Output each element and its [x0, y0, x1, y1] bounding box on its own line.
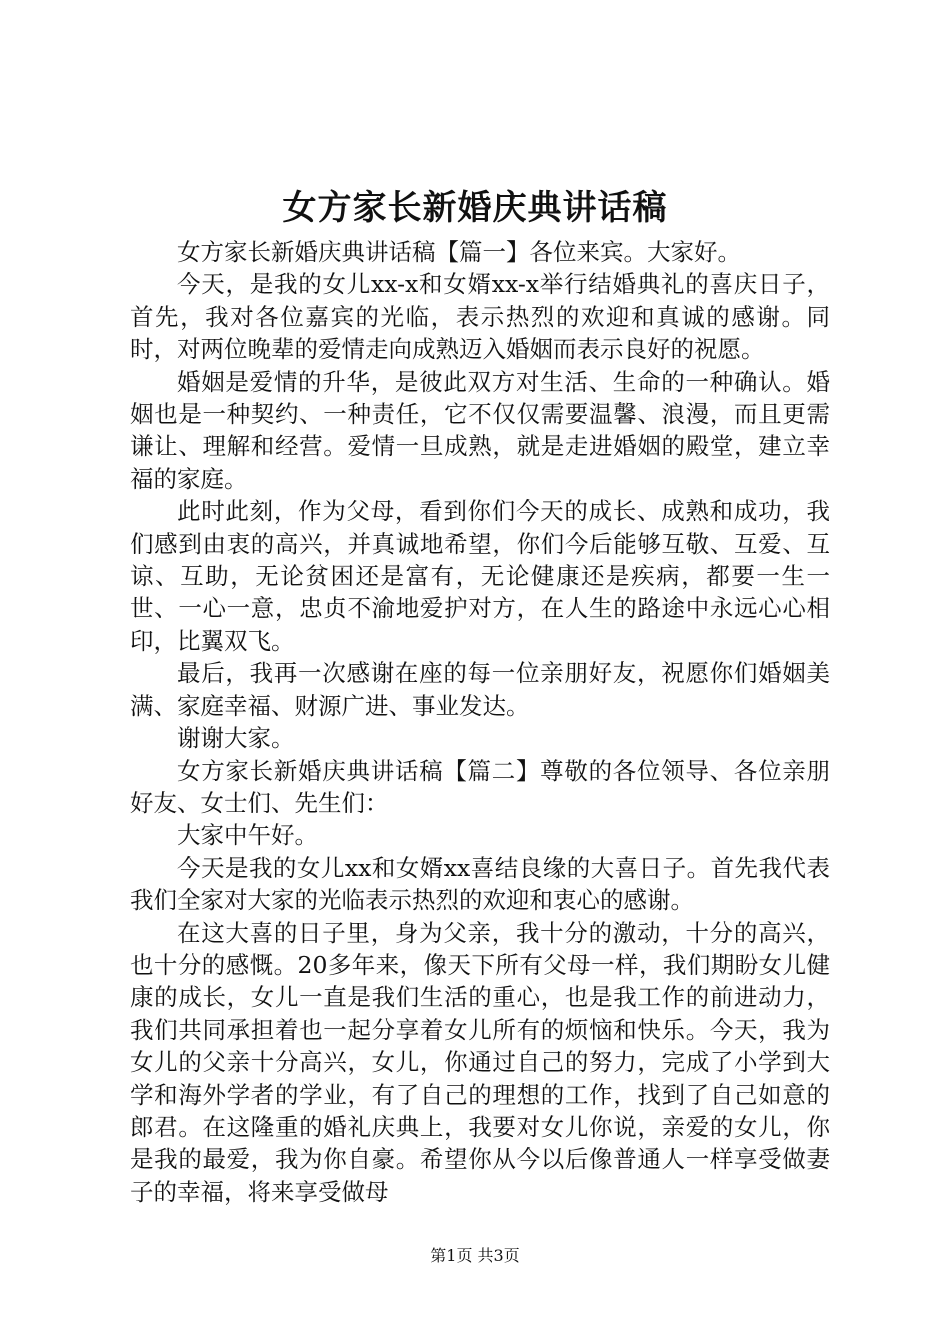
paragraph: 大家中午好。	[177, 821, 318, 850]
paragraph: 女方家长新婚庆典讲话稿【篇一】各位来宾。大家好。	[177, 238, 741, 266]
document-title: 女方家长新婚庆典讲话稿	[282, 188, 668, 228]
paragraph: 女方家长新婚庆典讲话稿【篇二】尊敬的各位领导、各位亲朋好友、女士们、先生们：	[130, 756, 830, 817]
paragraph: 谢谢大家。	[177, 724, 295, 753]
paragraph: 此时此刻，作为父母，看到你们今天的成长、成熟和成功，我们感到由衷的高兴，并真诚地希望，你们今后能够互敬、互爱、互谅、互助，无论贫困还是富有，无论健康还是疾病，都要一生一世、一心一意，忠贞不渝地爱护对方，在人生的路途中永远心心相印，比翼双飞。	[130, 497, 830, 655]
paragraph: 今天，是我的女儿xx-x和女婿xx-x举行结婚典礼的喜庆日子，首先，我对各位嘉宾的光临，表示热烈的欢迎和真诚的感谢。同时，对两位晚辈的爱情走向成熟迈入婚姻而表示良好的祝愿。	[130, 270, 830, 364]
paragraph: 在这大喜的日子里，身为父亲，我十分的激动，十分的高兴，也十分的感慨。20多年来，像天下所有父母一样，我们期盼女儿健康的成长，女儿一直是我们生活的重心，也是我工作的前进动力，我们共同承担着也一起分享着女儿所有的烦恼和快乐。今天，我为女儿的父亲十分高兴，女儿，你通过自己的努力，完成了小学到大学和海外学者的学业，有了自己的理想的工作，找到了自己如意的郎君。在这隆重的婚礼庆典上，我要对女儿你说，亲爱的女儿，你是我的最爱，我为你自豪。希望你从今以后像普通人一样享受做妻子的幸福，将来享受做母	[130, 918, 830, 1206]
paragraph: 最后，我再一次感谢在座的每一位亲朋好友，祝愿你们婚姻美满、家庭幸福、财源广进、事业发达。	[130, 659, 830, 720]
paragraph: 婚姻是爱情的升华，是彼此双方对生活、生命的一种确认。婚姻也是一种契约、一种责任，它不仅仅需要温馨、浪漫，而且更需谦让、理解和经营。爱情一旦成熟，就是走进婚姻的殿堂，建立幸福的家庭。	[130, 367, 830, 493]
paragraph: 今天是我的女儿xx和女婿xx喜结良缘的大喜日子。首先我代表我们全家对大家的光临表示热烈的欢迎和衷心的感谢。	[130, 853, 830, 915]
document-body	[130, 236, 830, 1208]
page-footer: 第1页 共3页	[430, 1246, 520, 1265]
